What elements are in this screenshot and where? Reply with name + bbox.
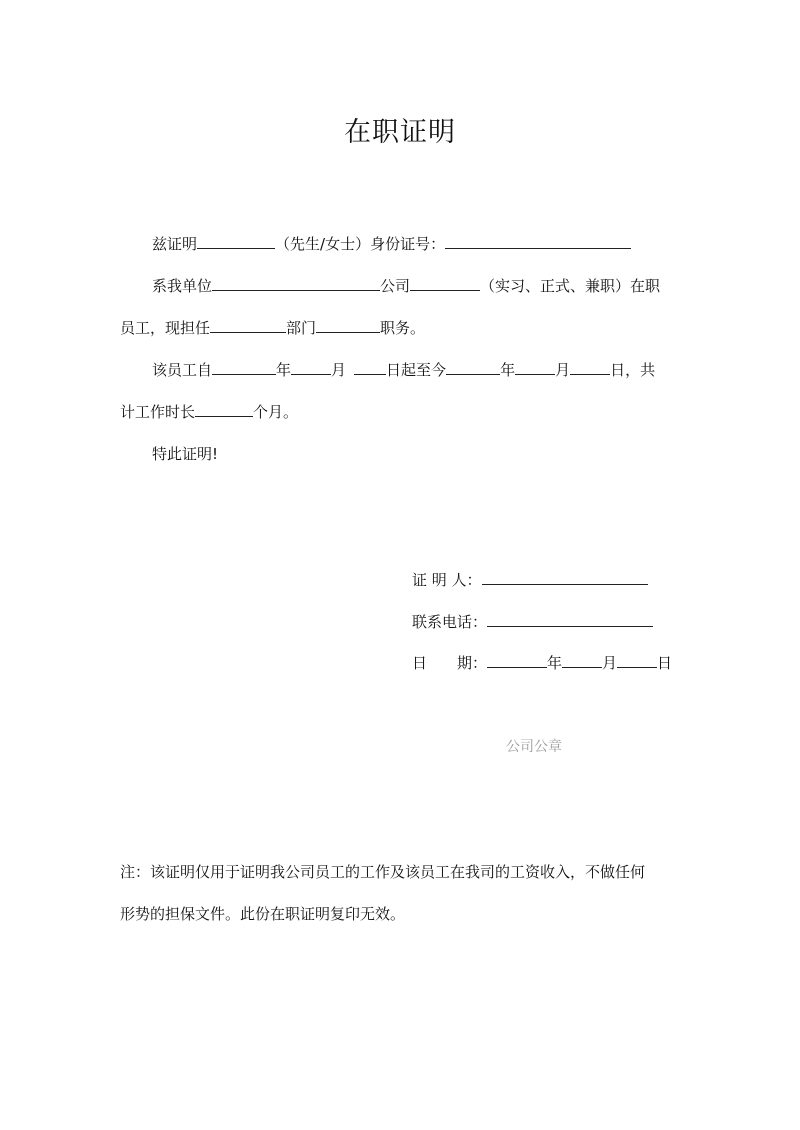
duration-prefix: 计工作时长 (120, 403, 196, 421)
position-prefix: 员工，现担任 (120, 319, 211, 337)
certify-prefix: 兹证明 (152, 235, 198, 253)
end-year-label: 年 (500, 361, 516, 379)
date-month-label: 月 (602, 654, 618, 672)
id-number-label: 身份证号： (370, 235, 446, 253)
date-day-blank[interactable] (617, 651, 657, 668)
position-blank[interactable] (316, 316, 380, 333)
closing-line: 特此证明! (152, 445, 219, 463)
date-year-label: 年 (547, 654, 563, 672)
date-year-blank[interactable] (487, 651, 547, 668)
start-month-label: 月 (331, 361, 347, 379)
date-month-blank[interactable] (562, 651, 602, 668)
certifier-blank[interactable] (482, 568, 648, 585)
duration-months-blank[interactable] (195, 400, 253, 417)
start-year-label: 年 (276, 361, 292, 379)
certifier-label: 证 明 人： (412, 571, 482, 589)
department-label: 部门 (286, 319, 317, 337)
since-until-label: 日起至今 (386, 361, 447, 379)
note-line-1: 注：该证明仅用于证明我公司员工的工作及该员工在我司的工资收入，不做任何 (120, 863, 646, 881)
end-day-blank[interactable] (570, 358, 610, 375)
company-name-blank[interactable] (212, 274, 380, 291)
end-month-blank[interactable] (515, 358, 555, 375)
phone-label: 联系电话： (412, 613, 488, 631)
id-number-blank[interactable] (445, 232, 631, 249)
employment-type-blank[interactable] (410, 274, 480, 291)
phone-row (412, 610, 653, 634)
phone-blank[interactable] (487, 610, 653, 627)
body-line-3 (120, 316, 425, 340)
end-year-blank[interactable] (446, 358, 500, 375)
body-line-5 (120, 400, 298, 424)
date-label: 日 期： (412, 654, 488, 672)
note-line-2: 形势的担保文件。此份在职证明复印无效。 (120, 905, 406, 923)
company-seal-placeholder: 公司公章 (506, 739, 562, 755)
start-day-blank[interactable] (354, 358, 386, 375)
start-year-blank[interactable] (212, 358, 276, 375)
position-label: 职务。 (380, 319, 426, 337)
honorific-label: （先生/女士） (275, 235, 371, 253)
start-month-blank[interactable] (291, 358, 331, 375)
body-line-1 (152, 232, 631, 256)
unit-prefix: 系我单位 (152, 277, 213, 295)
since-prefix: 该员工自 (152, 361, 213, 379)
date-day-label: 日 (657, 654, 673, 672)
end-month-label: 月 (555, 361, 571, 379)
end-day-label: 日，共 (610, 361, 656, 379)
date-row (412, 651, 672, 675)
employment-types-label: （实习、正式、兼职）在职 (480, 277, 661, 295)
company-suffix: 公司 (380, 277, 411, 295)
body-line-2 (152, 274, 660, 298)
employee-name-blank[interactable] (197, 232, 275, 249)
certificate-title: 在职证明 (344, 117, 456, 148)
months-label: 个月。 (253, 403, 299, 421)
certifier-row (412, 568, 648, 592)
body-line-4 (152, 358, 655, 382)
department-blank[interactable] (210, 316, 286, 333)
